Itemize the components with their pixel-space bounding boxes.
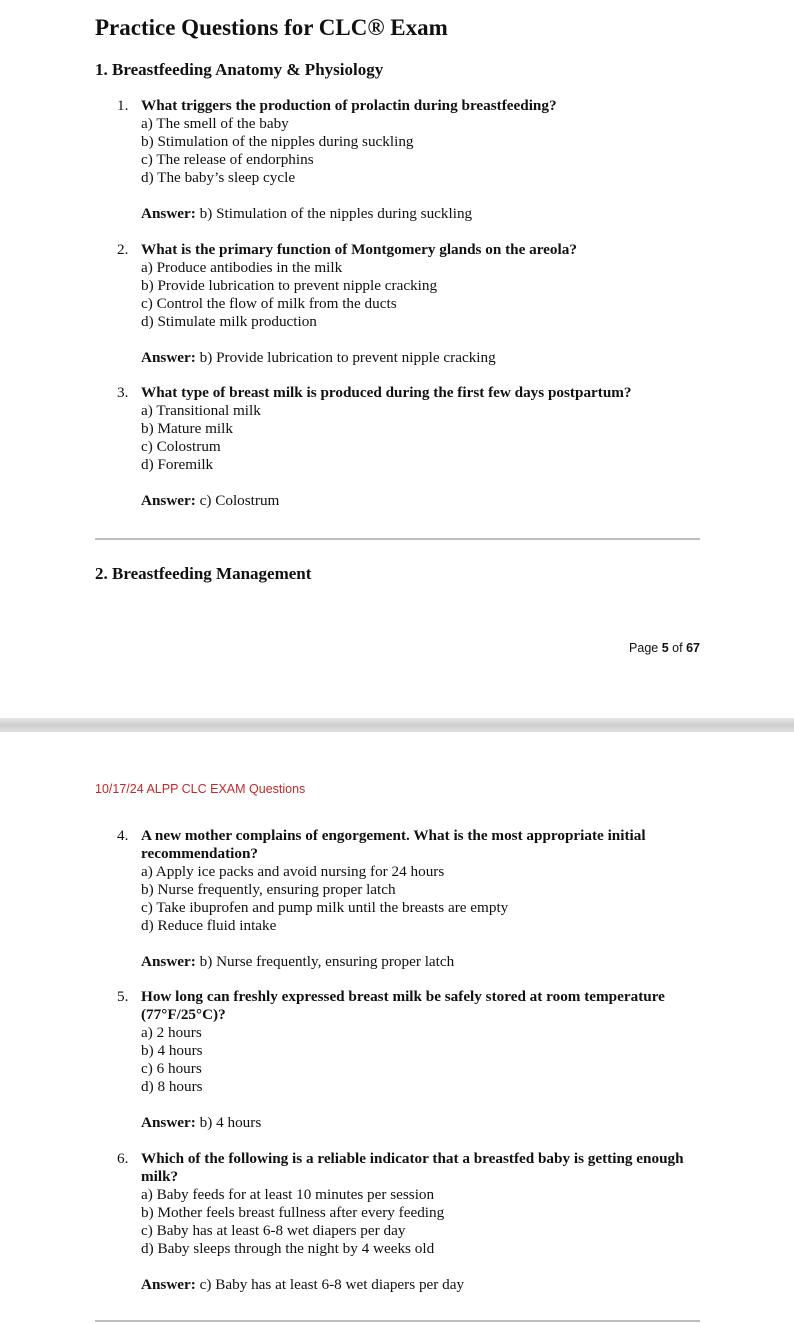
answer-label: Answer: [141, 492, 196, 509]
question-number: 3. [117, 384, 129, 401]
answer-text: c) Colostrum [199, 492, 280, 509]
option-c: c) 6 hours [141, 1060, 202, 1077]
option-b: b) Mother feels breast fullness after every feeding [141, 1204, 445, 1221]
option-d: d) Foremilk [141, 456, 214, 473]
question-2 [117, 241, 707, 367]
question-3 [117, 384, 707, 510]
section-divider-bottom [95, 1320, 700, 1322]
option-a: a) Apply ice packs and avoid nursing for 24 hours [141, 863, 445, 880]
answer-line [141, 492, 707, 510]
answer-text: b) Nurse frequently, ensuring proper latch [199, 953, 455, 970]
question-text: What type of breast milk is produced during the first few days postpartum? [141, 384, 632, 401]
section-heading-management: 2. Breastfeeding Management [95, 564, 312, 583]
answer-label: Answer: [141, 205, 196, 222]
answer-label: Answer: [141, 349, 196, 366]
question-1 [117, 97, 707, 223]
page-label: Page [629, 641, 659, 655]
option-d: d) The baby’s sleep cycle [141, 169, 296, 186]
question-text: Which of the following is a reliable indicator that a breastfed baby is getting enough milk? [141, 1150, 684, 1185]
question-6 [117, 1150, 707, 1294]
question-text: How long can freshly expressed breast milk be safely stored at room temperature (77°F/25°C)? [141, 988, 665, 1023]
question-text: A new mother complains of engorgement. What is the most appropriate initial recommendation? [141, 827, 646, 862]
option-b: b) Mature milk [141, 420, 233, 437]
option-d: d) Stimulate milk production [141, 313, 317, 330]
option-a: a) Transitional milk [141, 402, 261, 419]
answer-line [141, 1276, 707, 1294]
answer-text: b) Provide lubrication to prevent nipple cracking [199, 349, 496, 366]
option-c: c) The release of endorphins [141, 151, 314, 168]
section-heading-anatomy: 1. Breastfeeding Anatomy & Physiology [95, 60, 384, 79]
question-number: 1. [117, 97, 129, 114]
option-d: d) Baby sleeps through the night by 4 weeks old [141, 1240, 435, 1257]
page-current: 5 [661, 641, 669, 655]
option-a: a) The smell of the baby [141, 115, 289, 132]
page-separator [0, 718, 794, 732]
answer-text: b) Stimulation of the nipples during suckling [199, 205, 473, 222]
option-c: c) Control the flow of milk from the ducts [141, 295, 397, 312]
answer-text: c) Baby has at least 6-8 wet diapers per day [199, 1276, 465, 1293]
option-d: d) Reduce fluid intake [141, 917, 277, 934]
answer-line [141, 349, 707, 367]
question-number: 2. [117, 241, 129, 258]
page-of: of [672, 641, 683, 655]
question-text: What triggers the production of prolactin during breastfeeding? [141, 97, 557, 114]
question-5 [117, 988, 707, 1132]
answer-line [141, 205, 707, 223]
question-number: 6. [117, 1150, 129, 1167]
option-d: d) 8 hours [141, 1078, 203, 1095]
option-c: c) Take ibuprofen and pump milk until the breasts are empty [141, 899, 509, 916]
option-c: c) Colostrum [141, 438, 221, 455]
answer-line [141, 953, 707, 971]
page-total: 67 [686, 641, 700, 655]
question-number: 5. [117, 988, 129, 1005]
option-c: c) Baby has at least 6-8 wet diapers per day [141, 1222, 406, 1239]
answer-line [141, 1114, 707, 1132]
section-divider [95, 538, 700, 540]
answer-text: b) 4 hours [199, 1114, 262, 1131]
running-header: 10/17/24 ALPP CLC EXAM Questions [95, 782, 306, 796]
option-a: a) Produce antibodies in the milk [141, 259, 343, 276]
answer-label: Answer: [141, 953, 196, 970]
question-text: What is the primary function of Montgomery glands on the areola? [141, 241, 577, 258]
option-b: b) Provide lubrication to prevent nipple cracking [141, 277, 438, 294]
option-b: b) Stimulation of the nipples during suckling [141, 133, 414, 150]
answer-label: Answer: [141, 1276, 196, 1293]
answer-label: Answer: [141, 1114, 196, 1131]
page-number [629, 640, 700, 656]
question-number: 4. [117, 827, 129, 844]
option-a: a) 2 hours [141, 1024, 202, 1041]
document-title: Practice Questions for CLC® Exam [95, 15, 448, 40]
option-a: a) Baby feeds for at least 10 minutes per session [141, 1186, 435, 1203]
option-b: b) Nurse frequently, ensuring proper latch [141, 881, 396, 898]
question-4 [117, 827, 707, 971]
option-b: b) 4 hours [141, 1042, 203, 1059]
